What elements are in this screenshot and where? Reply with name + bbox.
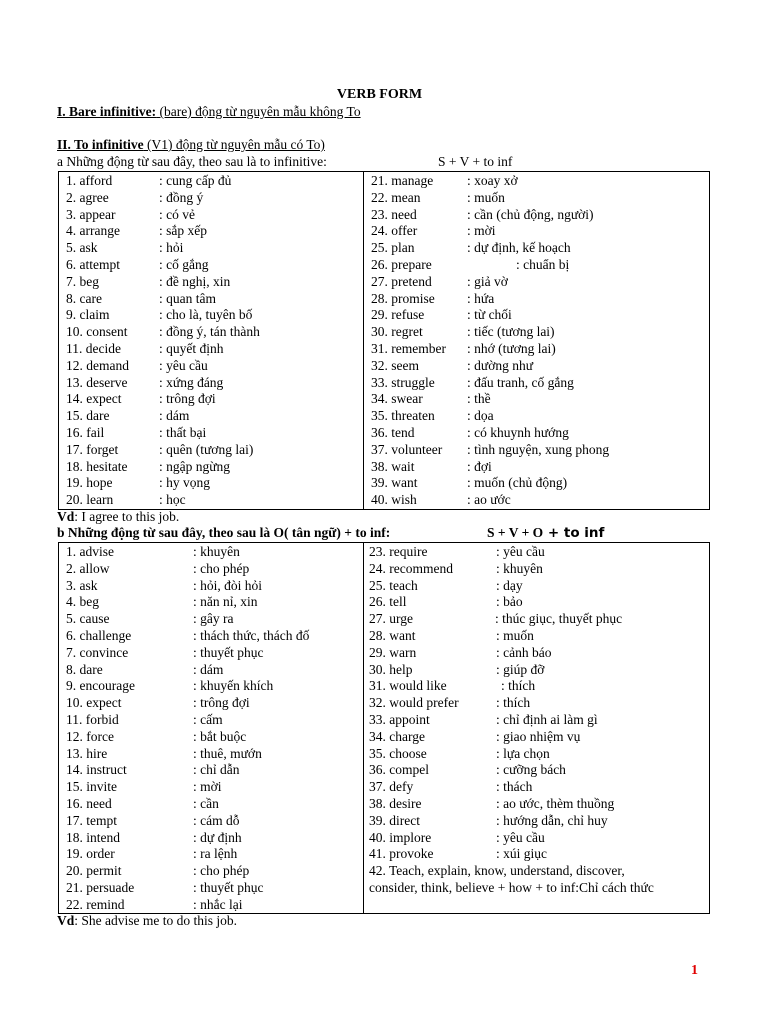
- verb-term: 36. compel: [369, 762, 429, 778]
- verb-meaning: : cố gắng: [159, 257, 209, 272]
- verb-meaning: : từ chối: [467, 307, 512, 323]
- section-1-heading: I. Bare infinitive:: [57, 104, 157, 119]
- part-b-formula-main: S + V + O: [487, 525, 544, 540]
- verb-term: 30. help: [369, 661, 413, 677]
- verb-row: [66, 577, 263, 594]
- section-2-heading: II. To infinitive: [57, 137, 144, 152]
- verb-term: 31. remember: [371, 341, 446, 356]
- section-1: [57, 104, 361, 120]
- verb-meaning: : ngập ngừng: [159, 458, 231, 474]
- verb-row: [66, 846, 238, 862]
- verb-row: [66, 458, 231, 475]
- verb-term: 16. fail: [66, 425, 105, 440]
- verb-term: 25. teach: [369, 577, 418, 593]
- verb-row: [371, 257, 570, 273]
- verb-row: [371, 441, 610, 458]
- verb-term: 15. invite: [66, 779, 117, 795]
- table-a-left-column: [59, 172, 364, 510]
- verb-meaning: : quan tâm: [159, 290, 216, 306]
- verb-meaning: : hỏi, đòi hỏi: [193, 577, 263, 593]
- verb-row: [66, 829, 242, 846]
- verb-row: [66, 896, 243, 913]
- verb-row: [66, 594, 258, 610]
- verb-meaning: : mời: [467, 223, 496, 239]
- verb-row: [369, 544, 545, 560]
- verb-meaning: : khuyên: [496, 560, 543, 576]
- verb-row: [66, 880, 264, 896]
- verb-meaning: : năn nỉ, xin: [193, 594, 258, 610]
- verb-row: [66, 745, 262, 762]
- verb-meaning: : cho phép: [193, 863, 250, 879]
- example-b-label: Vd: [57, 913, 75, 928]
- verb-meaning: : quên (tương lai): [159, 441, 254, 457]
- verb-meaning: : hướng dẫn, chỉ huy: [496, 812, 608, 828]
- verb-meaning: : dọa: [467, 408, 494, 424]
- verb-term: 39. direct: [369, 812, 420, 828]
- verb-term: 21. persuade: [66, 880, 135, 895]
- verb-row: [371, 458, 492, 475]
- verb-meaning: : nhớ (tương lai): [467, 341, 556, 356]
- verb-row: [66, 273, 231, 290]
- verb-meaning: : cho là, tuyên bố: [159, 307, 253, 323]
- verb-row: [66, 560, 250, 577]
- verb-meaning: : học: [159, 492, 186, 508]
- verb-row: [371, 341, 556, 357]
- verb-meaning: : muốn: [496, 628, 534, 643]
- verb-term: 38. desire: [369, 796, 422, 811]
- table-b-note-line: consider, think, believe + how + to inf:Chỉ cách thức: [369, 880, 654, 895]
- verb-row: [371, 189, 505, 206]
- verb-row: [66, 290, 216, 307]
- table-b-right-column: [364, 543, 710, 914]
- verb-term: 3. appear: [66, 206, 116, 222]
- verb-meaning: : cung cấp đủ: [159, 173, 232, 188]
- verb-meaning: : giả vờ: [467, 273, 508, 289]
- verb-row: [66, 441, 254, 458]
- example-b-text: : She advise me to do this job.: [74, 913, 238, 928]
- part-b-formula-suffix: + to inf: [543, 525, 605, 541]
- verb-row: [371, 273, 508, 290]
- verb-meaning: : gây ra: [193, 611, 234, 627]
- verb-term: 21. manage: [371, 173, 434, 188]
- verb-term: 13. hire: [66, 745, 108, 761]
- verb-meaning: : giao nhiệm vụ: [496, 728, 581, 744]
- verb-meaning: : hy vọng: [159, 475, 211, 491]
- verb-row: [369, 779, 533, 795]
- verb-term: 26. tell: [369, 594, 407, 610]
- verb-meaning: : có vẻ: [159, 206, 195, 222]
- verb-meaning: : lựa chọn: [496, 745, 550, 761]
- verb-term: 33. struggle: [371, 374, 435, 390]
- verb-row: [66, 374, 224, 391]
- verb-term: 10. consent: [66, 324, 128, 340]
- section-2: [57, 137, 325, 153]
- verb-meaning: : xúi giục: [496, 846, 547, 862]
- verb-meaning: : cám dỗ: [193, 812, 240, 828]
- verb-term: 1. advise: [66, 544, 114, 559]
- verb-term: 28. promise: [371, 290, 435, 306]
- table-b-note-line: 42. Teach, explain, know, understand, discover,: [369, 863, 625, 879]
- verb-term: 18. hesitate: [66, 458, 128, 474]
- verb-term: 37. volunteer: [371, 441, 443, 457]
- table-b-left-column: [59, 543, 364, 914]
- verb-meaning: : thuyết phục: [193, 644, 264, 660]
- verb-meaning: : dám: [193, 661, 224, 677]
- verb-row: [66, 240, 184, 256]
- verb-row: [66, 678, 274, 694]
- verb-row: [66, 712, 223, 728]
- verb-term: 30. regret: [371, 324, 423, 340]
- verb-term: 24. recommend: [369, 560, 453, 576]
- verb-row: [66, 408, 190, 424]
- verb-term: 8. care: [66, 290, 102, 306]
- verb-row: [66, 492, 186, 508]
- verb-term: 10. expect: [66, 695, 122, 711]
- verb-row: [66, 762, 240, 778]
- verb-meaning: : ao ước: [467, 492, 511, 508]
- verb-term: 22. mean: [371, 189, 421, 205]
- part-b-formula: [487, 525, 604, 541]
- verb-row: [369, 628, 534, 644]
- verb-row: [369, 678, 536, 694]
- verb-meaning: : trông đợi: [159, 391, 216, 407]
- example-b: [57, 913, 237, 929]
- verb-meaning: : xoay xở: [467, 173, 518, 188]
- verb-meaning: : dự định, kế hoạch: [467, 240, 571, 256]
- verb-term: 5. cause: [66, 611, 110, 627]
- verb-row: [371, 206, 594, 223]
- verb-row: [369, 594, 523, 610]
- verb-meaning: : yêu cầu: [159, 357, 208, 373]
- example-a-text: : I agree to this job.: [74, 509, 180, 524]
- verb-meaning: : muốn: [467, 189, 505, 205]
- verb-row: [66, 628, 310, 644]
- verb-term: 40. implore: [369, 829, 432, 845]
- verb-term: 32. would prefer: [369, 695, 459, 711]
- verb-row: [66, 307, 253, 323]
- verb-row: [371, 408, 494, 424]
- verb-row: [369, 812, 608, 829]
- verb-meaning: : sắp xếp: [159, 223, 207, 239]
- verb-meaning: : ao ước, thèm thuồng: [496, 796, 615, 811]
- verb-row: [371, 240, 571, 256]
- verb-term: 17. forget: [66, 441, 119, 457]
- verb-term: 11. forbid: [66, 712, 119, 727]
- part-a-formula: S + V + to inf: [438, 154, 513, 169]
- verb-row: [66, 324, 260, 340]
- verb-row: [371, 324, 555, 340]
- verb-meaning: : hứa: [467, 290, 495, 306]
- verb-row: [371, 391, 491, 407]
- verb-row: [66, 544, 240, 560]
- verb-row: [371, 173, 518, 189]
- verb-meaning: : mời: [193, 779, 222, 795]
- verb-row: [66, 812, 240, 829]
- verb-term: 23. require: [369, 544, 428, 559]
- verb-meaning: : thuyết phục: [193, 880, 264, 895]
- verb-meaning: : cưỡng bách: [496, 762, 566, 778]
- verb-row: [371, 223, 496, 239]
- verb-term: 38. wait: [371, 458, 415, 474]
- verb-meaning: : nhắc lại: [193, 896, 243, 912]
- verb-meaning: : thất bại: [159, 425, 207, 440]
- verb-term: 35. threaten: [371, 408, 435, 424]
- part-b-label: b Những động từ sau đây, theo sau là O( tân ngữ) + to inf:: [57, 525, 391, 540]
- verb-row: [66, 223, 207, 239]
- verb-term: 25. plan: [371, 240, 415, 256]
- verb-term: 6. challenge: [66, 628, 132, 643]
- verb-term: 34. charge: [369, 728, 425, 744]
- verb-term: 12. demand: [66, 357, 129, 373]
- verb-meaning: : có khuynh hướng: [467, 425, 569, 440]
- verb-row: [369, 577, 523, 594]
- verb-term: 15. dare: [66, 408, 110, 424]
- verb-row: [369, 745, 550, 762]
- verb-term: 37. defy: [369, 779, 414, 795]
- section-1-text: (bare) động từ nguyên mẫu không To: [156, 104, 361, 119]
- verb-row: [66, 357, 208, 374]
- verb-row: [369, 829, 545, 846]
- verb-row: [66, 425, 207, 441]
- verb-term: 31. would like: [369, 678, 447, 694]
- verb-row: [369, 611, 623, 627]
- verb-meaning: : tình nguyện, xung phong: [467, 441, 610, 457]
- verb-meaning: : cho phép: [193, 560, 250, 576]
- verb-term: 20. permit: [66, 863, 122, 879]
- verb-term: 7. convince: [66, 644, 129, 660]
- verb-term: 32. seem: [371, 357, 419, 373]
- verb-row: [369, 796, 615, 812]
- verb-meaning: : đấu tranh, cố gắng: [467, 374, 574, 390]
- verb-row: [369, 560, 543, 577]
- verb-term: 4. beg: [66, 594, 99, 610]
- verb-row: [66, 173, 232, 189]
- verb-meaning: : dường như: [467, 357, 534, 373]
- verb-meaning: : thích: [496, 695, 531, 711]
- verb-row: [66, 341, 224, 357]
- verb-term: 9. encourage: [66, 678, 135, 694]
- verb-term: 12. force: [66, 728, 114, 744]
- verb-row: [66, 728, 247, 745]
- verb-meaning: : hỏi: [159, 240, 184, 256]
- verb-row: [66, 257, 209, 273]
- verb-row: [66, 779, 222, 795]
- verb-meaning: : ra lệnh: [193, 846, 238, 862]
- verb-term: 18. intend: [66, 829, 120, 845]
- verb-meaning: : đề nghị, xin: [159, 273, 231, 289]
- section-2-text: (V1) động từ nguyên mẫu có To): [143, 137, 325, 152]
- page-title: VERB FORM: [336, 87, 423, 102]
- verb-term: 29. refuse: [371, 307, 425, 323]
- verb-term: 27. urge: [369, 611, 413, 627]
- verb-term: 22. remind: [66, 896, 125, 912]
- verb-term: 13. deserve: [66, 374, 128, 390]
- verb-meaning: : thề: [467, 391, 491, 407]
- verb-meaning: : đồng ý: [159, 189, 204, 205]
- verb-term: 23. need: [371, 206, 417, 222]
- verb-meaning: : cấm: [193, 712, 223, 727]
- verb-meaning: : chuẩn bị: [516, 257, 570, 272]
- verb-meaning: : khuyên: [193, 544, 240, 559]
- verb-term: 9. claim: [66, 307, 110, 323]
- verb-meaning: : trông đợi: [193, 695, 250, 711]
- verb-meaning: : chỉ dẫn: [193, 762, 240, 778]
- verb-row: [369, 661, 545, 678]
- verb-row: [66, 189, 204, 206]
- verb-meaning: : thách thức, thách đố: [193, 628, 310, 643]
- verb-term: 3. ask: [66, 577, 98, 593]
- verb-term: 11. decide: [66, 341, 121, 356]
- verb-meaning: : thuê, mướn: [193, 745, 262, 761]
- verb-row: [369, 644, 552, 661]
- verb-term: 19. hope: [66, 475, 113, 491]
- verb-meaning: : xứng đáng: [159, 374, 224, 390]
- verb-term: 16. need: [66, 796, 112, 811]
- verb-row: [66, 661, 224, 678]
- verb-row: [371, 290, 495, 307]
- verb-row: [369, 762, 566, 778]
- verb-term: 20. learn: [66, 492, 114, 508]
- verb-row: [66, 611, 234, 627]
- verb-meaning: : thích: [501, 678, 536, 694]
- verb-row: [66, 391, 216, 407]
- verb-term: 40. wish: [371, 492, 417, 508]
- verb-term: 5. ask: [66, 240, 98, 256]
- table-b: [58, 542, 710, 914]
- verb-meaning: : thúc giục, thuyết phục: [495, 611, 623, 627]
- verb-term: 6. attempt: [66, 257, 120, 272]
- verb-term: 36. tend: [371, 425, 415, 440]
- table-a-right-column: [364, 172, 710, 510]
- verb-meaning: : dự định: [193, 829, 242, 845]
- page-number: 1: [691, 963, 698, 978]
- verb-row: [371, 492, 511, 508]
- verb-term: 33. appoint: [369, 712, 430, 727]
- verb-term: 24. offer: [371, 223, 418, 239]
- verb-row: [66, 475, 211, 491]
- verb-term: 27. pretend: [371, 273, 432, 289]
- verb-row: [371, 425, 569, 441]
- verb-meaning: : khuyến khích: [193, 678, 274, 694]
- verb-meaning: : dạy: [496, 577, 523, 593]
- verb-term: 19. order: [66, 846, 115, 862]
- verb-meaning: : tiếc (tương lai): [467, 324, 555, 340]
- verb-row: [371, 475, 568, 491]
- verb-meaning: : đợi: [467, 458, 492, 474]
- example-a: [57, 509, 179, 525]
- verb-term: 39. want: [371, 475, 418, 491]
- verb-row: [371, 307, 512, 323]
- verb-meaning: : giúp đỡ: [496, 661, 545, 677]
- verb-term: 35. choose: [369, 745, 427, 761]
- example-a-label: Vd: [57, 509, 75, 524]
- verb-term: 2. agree: [66, 189, 109, 205]
- verb-row: [371, 374, 574, 391]
- part-a-label: a Những động từ sau đây, theo sau là to infinitive:: [57, 154, 327, 169]
- verb-meaning: : chỉ định ai làm gì: [496, 712, 598, 727]
- verb-meaning: : yêu cầu: [496, 544, 545, 559]
- verb-row: [369, 846, 547, 862]
- verb-row: [369, 712, 598, 728]
- verb-meaning: : dám: [159, 408, 190, 424]
- verb-term: 14. expect: [66, 391, 122, 407]
- verb-meaning: : quyết định: [159, 341, 224, 356]
- verb-term: 41. provoke: [369, 846, 434, 862]
- verb-term: 7. beg: [66, 273, 99, 289]
- verb-term: 34. swear: [371, 391, 423, 407]
- verb-row: [66, 644, 264, 661]
- verb-term: 17. tempt: [66, 812, 117, 828]
- verb-term: 29. warn: [369, 644, 417, 660]
- verb-meaning: : yêu cầu: [496, 829, 545, 845]
- verb-term: 28. want: [369, 628, 416, 643]
- verb-meaning: : cảnh báo: [496, 644, 552, 660]
- verb-meaning: : cần (chủ động, người): [467, 206, 594, 222]
- verb-row: [66, 796, 219, 812]
- verb-row: [66, 863, 250, 879]
- verb-term: 14. instruct: [66, 762, 127, 778]
- verb-meaning: : muốn (chủ động): [467, 475, 568, 491]
- verb-meaning: : đồng ý, tán thành: [159, 324, 260, 340]
- verb-row: [369, 695, 531, 711]
- verb-meaning: : bảo: [496, 594, 523, 610]
- table-a: [58, 171, 710, 510]
- verb-term: 4. arrange: [66, 223, 120, 239]
- verb-row: [66, 695, 250, 711]
- verb-row: [66, 206, 195, 223]
- verb-meaning: : cần: [193, 796, 219, 811]
- verb-term: 1. afford: [66, 173, 113, 188]
- verb-row: [371, 357, 534, 374]
- verb-row: [369, 728, 581, 745]
- verb-meaning: : thách: [496, 779, 533, 795]
- verb-term: 2. allow: [66, 560, 110, 576]
- verb-meaning: : bắt buộc: [193, 728, 247, 744]
- verb-term: 8. dare: [66, 661, 103, 677]
- verb-term: 26. prepare: [371, 257, 432, 272]
